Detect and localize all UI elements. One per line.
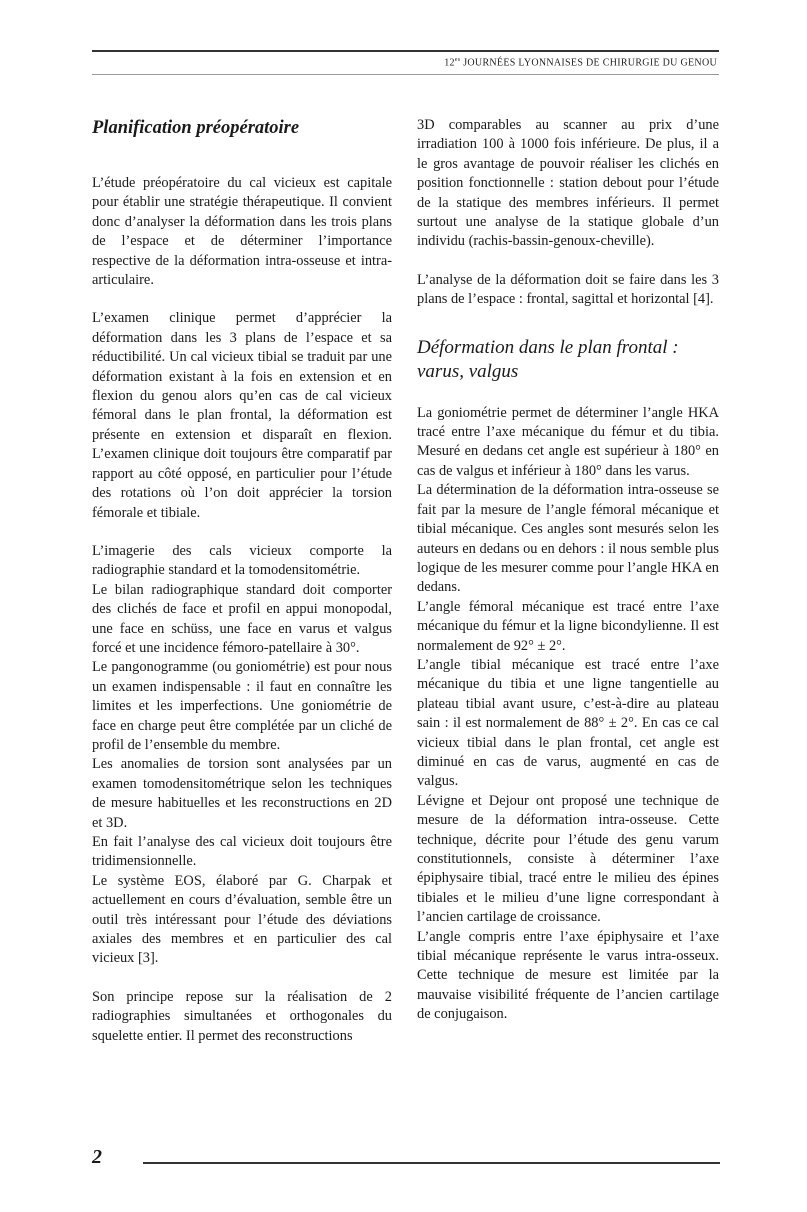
paragraph: Les anomalies de torsion sont analysées par un examen tomodensitométrique selon les techniques de mesure habituelles et les reconstructions en 2D et 3D. (92, 756, 392, 831)
paragraph: 3D comparables au scanner au prix d’une irradiation 100 à 1000 fois inférieure. De plus, il a le gros avantage de pouvoir réaliser les clichés en position fonctionnelle : station debout pour l’étude de la statique des membres inférieurs. Il permet surtout une analyse de la statique globale d’un individu (rachis-bassin-genoux-cheville). (417, 117, 719, 250)
paragraph: Le système EOS, élaboré par G. Charpak et actuellement en cours d’évaluation, semble être un outil très intéressant pour l’étude des déviations axiales des membres et en particulier des cal vicieux [3]. (92, 872, 392, 967)
running-head-superscript: es (454, 57, 461, 63)
paragraph: La goniométrie permet de déterminer l’angle HKA tracé entre l’axe mécanique du fémur et du tibia. Mesuré en dedans cet angle est supérieur à 180° en cas de valgus et inférieur à 180° dans les varus. (417, 404, 719, 479)
paragraph: L’angle compris entre l’axe épiphysaire et l’axe tibial mécanique représente le varus intra-osseux. Cette technique de mesure est limitée par la mauvaise visibilité fréquente de l’ancien cartilage de conjugaison. (417, 928, 719, 1023)
paragraph: Le bilan radiographique standard doit comporter des clichés de face et profil en appui monopodal, une face en schüss, une face en varus et valgus forcé et une incidence fémoro-patellaire à 30°. (92, 581, 392, 656)
paragraph: L’angle tibial mécanique est tracé entre l’axe mécanique du tibia et une ligne tangentielle au plateau tibial avant usure, c’est-à-dire au plateau sain : il est normalement de 88° ± 2°. En cas ce cal vicieux tibial dans le plan frontal, cet angle est diminué en cas de varus, augmenté en cas de valgus. (417, 656, 719, 790)
top-rule (92, 50, 719, 52)
section-title-line: varus, valgus (417, 360, 519, 382)
page-number: 2 (92, 1146, 102, 1168)
header-rule (92, 74, 719, 75)
running-head-text: JOURNÉES LYONNAISES DE CHIRURGIE DU GENOU (460, 57, 717, 69)
running-head-number: 12 (444, 57, 455, 69)
running-head (444, 57, 717, 68)
paragraph: L’étude préopératoire du cal vicieux est capitale pour établir une stratégie thérapeutique. Il convient donc d’analyser la déformation dans les trois plans de l’espace et de déterminer l’importance respective de la déformation intra-osseuse et intra-articulaire. (92, 175, 392, 289)
paragraph: L’imagerie des cals vicieux comporte la radiographie standard et la tomodensitométrie. (92, 542, 392, 579)
paragraph: Le pangonogramme (ou goniométrie) est pour nous un examen indispensable : il faut en connaître les limites et les imperfections. Une goniométrie de face en charge peut être complétée par un cliché de profil de l’ensemble du membre. (92, 659, 392, 753)
paragraph: La détermination de la déformation intra-osseuse se fait par la mesure de l’angle fémoral mécanique et tibial mécanique. Ces angles sont mesurés selon les auteurs en dedans ou en dehors : il nous semble plus logique de les mesurer comme pour l’angle HKA en dedans. (417, 482, 719, 596)
paragraph: L’analyse de la déformation doit se faire dans les 3 plans de l’espace : frontal, sagittal et horizontal [4]. (417, 271, 719, 308)
left-column (92, 116, 392, 1046)
right-column (417, 116, 719, 1025)
paragraph: Lévigne et Dejour ont proposé une technique de mesure de la déformation intra-osseuse. Cette technique, décrite pour l’étude des genu varum constitutionnels, consiste à déterminer l’axe épiphysaire tibial, tracé entre le milieu des épines tibiales et le milieu d’une ligne correspondant à l’ancien cartilage de croissance. (417, 792, 719, 926)
paragraph: En fait l’analyse des cal vicieux doit toujours être tridimensionnelle. (92, 834, 392, 870)
paragraph: L’angle fémoral mécanique est tracé entre l’axe mécanique du fémur et la ligne bicondylienne. Il est normalement de 92° ± 2°. (417, 598, 719, 654)
section-title-planification: Planification préopératoire (92, 118, 300, 138)
section-title-deformation-frontal (417, 336, 719, 384)
paragraph: Son principe repose sur la réalisation de 2 radiographies simultanées et orthogonales du squelette entier. Il permet des reconstructions (92, 988, 392, 1044)
section-title-line: Déformation dans le plan frontal : (417, 336, 679, 358)
footer-rule (143, 1162, 720, 1164)
paragraph: L’examen clinique permet d’apprécier la déformation dans les 3 plans de l’espace et sa réductibilité. Un cal vicieux tibial se traduit par une déformation existant à la fois en extension et en flexion du genou alors qu’en cas de cal vicieux fémoral dans le plan frontal, la déformation est présente en extension et disparaît en flexion. L’examen clinique doit toujours être comparatif par rapport au côté opposé, en particulier pour l’étude des rotations où l’on doit apprécier la torsion fémorale et tibiale. (92, 310, 392, 521)
